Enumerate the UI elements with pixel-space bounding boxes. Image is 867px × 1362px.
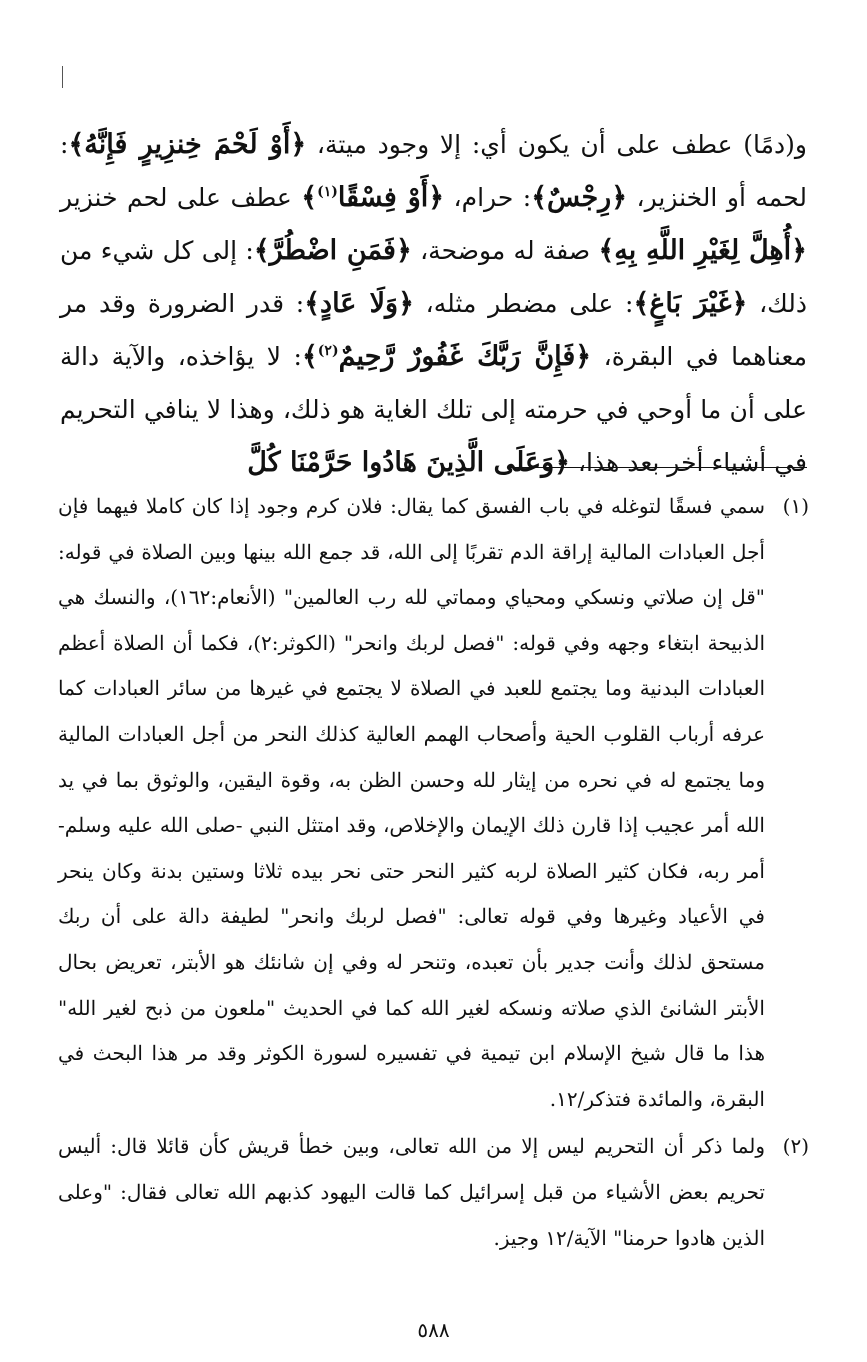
quran-verse: ﴿فَمَنِ اضْطُرَّ﴾ xyxy=(253,235,412,266)
footnote-text: سمي فسقًا لتوغله في باب الفسق كما يقال: فلان كرم وجود إذا كان كاملا فيهما فإن أجل العبادات المالية إراقة الدم تقربًا إلى الله، قد جمع الله بينها وبين الصلاة في قوله: "قل إن صلاتي ونسكي ومحياي ومماتي لله رب العالمين" (الأنعام:١٦٢)، والنسك هي الذبيحة ابتغاء وجهه وفي قوله: "فصل لربك وانحر" (الكوثر:٢)، فكما أن الصلاة أعظم العبادات البدنية وما يجتمع للعبد في الصلاة لا يجتمع في غيرها من سائر العبادات كما عرفه أرباب القلوب الحية وأصحاب الهمم العالية كذلك النحر من أجل العبادات المالية وما يجتمع له في نحره من إيثار لله وحسن الظن به، وقوة اليقين، والوثوق بما في يد الله أمر عجيب إذا قارن ذلك الإيمان والإخلاص، وقد امتثل النبي -صلى الله عليه وسلم- أمر ربه، فكان كثير الصلاة لربه كثير النحر حتى نحر بيده ثلاثا وستين بدنة وكان ينحر في الأعياد وغيرها وفي قوله تعالى: "فصل لربك وانحر" لطيفة دالة على أن ربك مستحق لذلك وأنت جدير بأن تعبده، وتنحر له وفي إن شانئك هو الأبتر، تعريض بحال الأبتر الشانئ الذي صلاته ونسكه لغير الله كما في الحديث "ملعون من ذبح لغير الله" هذا ما قال شيخ الإسلام ابن تيمية في تفسيره لسورة الكوثر وقد مر هذا البحث في البقرة، والمائدة فتذكر/١٢. xyxy=(58,494,765,1111)
footnote-1 xyxy=(58,484,809,1122)
text-run: صفة له موضحة، xyxy=(411,236,599,265)
footnote-ref-1[interactable]: (١) xyxy=(317,184,338,200)
text-run: : لحمه أو الخنزير، xyxy=(60,130,807,212)
footnote-2 xyxy=(58,1124,809,1261)
page-number: ٥٨٨ xyxy=(417,1318,450,1342)
quran-verse: ﴿وَعَلَى الَّذِينَ هَادُوا حَرَّمْنَا كُلَّ xyxy=(247,447,570,478)
quran-verse: ﴿غَيْرَ بَاغٍ﴾ xyxy=(633,288,748,319)
text-run: و(دمًا) عطف على أن يكون أي: إلا وجود ميتة، xyxy=(306,130,807,159)
quran-verse: ﴿أَوْ لَحْمَ خِنزِيرٍ فَإِنَّهُ﴾ xyxy=(68,129,307,160)
footnote-ref-2[interactable]: (٢) xyxy=(317,343,339,359)
text-run: : إلى كل شيء من ذلك، xyxy=(60,236,807,318)
footnote-number: (١) xyxy=(782,494,809,518)
quran-verse: ﴿رِجْسٌ﴾ xyxy=(531,182,628,213)
quran-verse-close: ﴾ xyxy=(301,182,318,213)
quran-verse xyxy=(302,341,591,372)
quran-verse-text: ﴿فَإِنَّ رَبَّكَ غَفُورٌ رَّحِيمٌ xyxy=(338,341,592,372)
quran-verse-text: ﴿أَوْ فِسْقًا xyxy=(337,182,445,213)
text-run: : حرام، xyxy=(444,183,532,212)
main-paragraph xyxy=(60,118,807,489)
text-run: : على مضطر مثله، xyxy=(413,289,634,318)
quran-verse: ﴿أُهِلَّ لِغَيْرِ اللَّهِ بِهِ﴾ xyxy=(598,235,807,266)
quran-verse xyxy=(301,182,444,213)
footnote-text: ولما ذكر أن التحريم ليس إلا من الله تعالى، وبين خطأ قريش كأن قائلا قال: أليس تحريم بعض الأشياء من قبل إسرائيل كما قالت اليهود كذبهم الله تعالى فقال: "وعلى الذين هادوا حرمنا" الآية/١٢ وجيز. xyxy=(58,1134,765,1250)
quran-verse: ﴿وَلَا عَادٍ﴾ xyxy=(304,288,414,319)
text-run: : لا يؤاخذه، والآية دالة على أن ما أوحي في حرمته إلى تلك الغاية هو ذلك، وهذا لا ينافي التحريم في أشياء أخر بعد هذا، xyxy=(60,342,807,477)
footnote-number: (٢) xyxy=(782,1134,809,1159)
footnotes-section xyxy=(58,484,809,1263)
footnote-divider xyxy=(507,467,807,468)
margin-mark xyxy=(62,66,63,88)
quran-verse-close: ﴾ xyxy=(301,341,318,372)
text-run: : قدر الضرورة وقد مر معناهما في البقرة، xyxy=(60,289,807,371)
text-run: عطف على لحم خنزير xyxy=(60,183,302,212)
